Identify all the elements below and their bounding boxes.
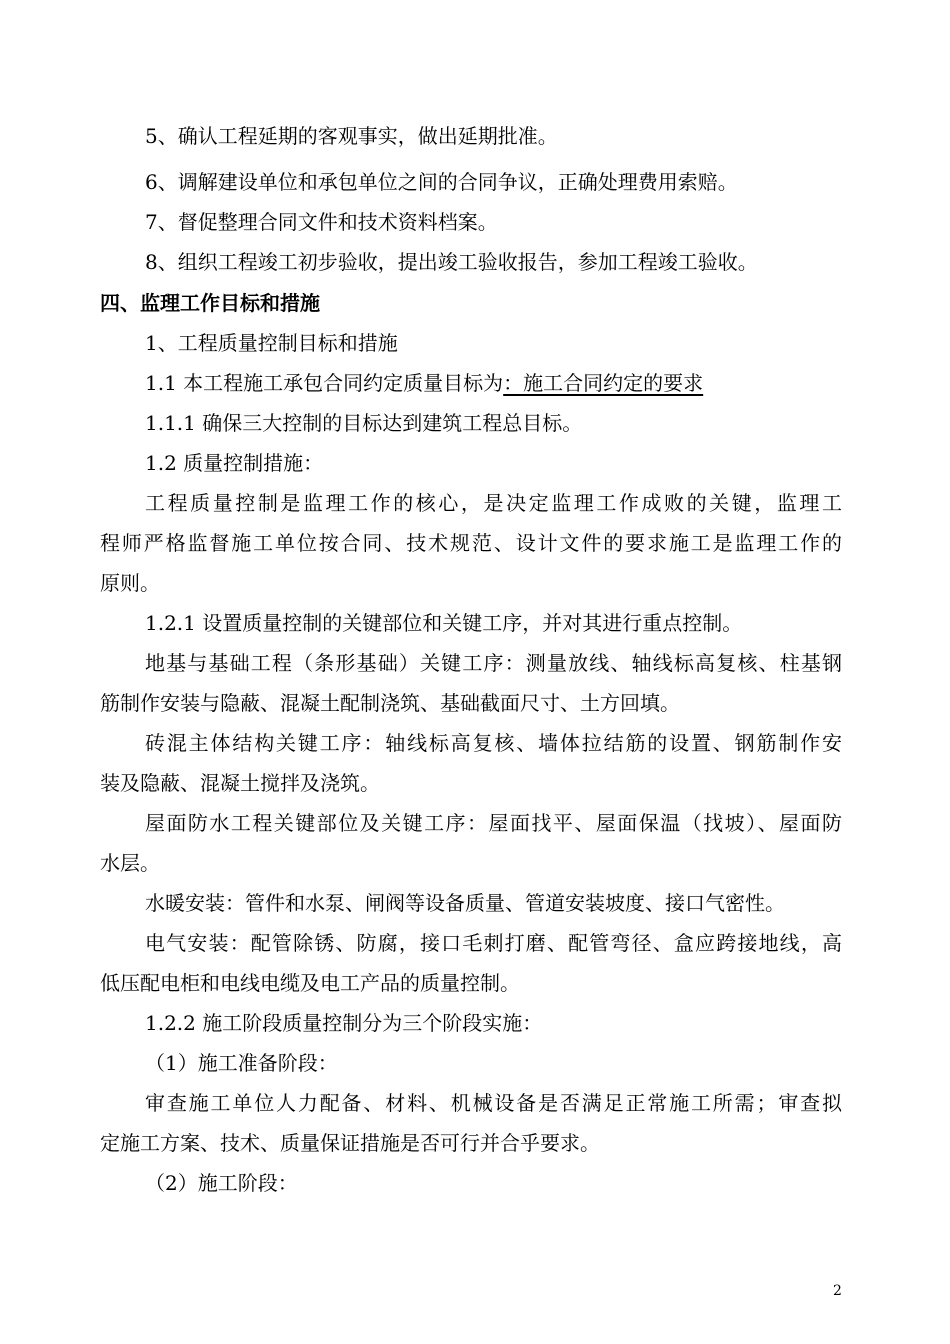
paragraph-line: 筋制作安装与隐蔽、混凝土配制浇筑、基础截面尺寸、土方回填。: [100, 691, 680, 715]
text-line: 5、确认工程延期的客观事实，做出延期批准。: [145, 124, 558, 148]
paragraph-line: 水层。: [100, 851, 160, 875]
quality-target-label: 1.1 本工程施工承包合同约定质量目标为: [145, 371, 504, 395]
subsection-heading: 1、工程质量控制目标和措施: [145, 331, 398, 355]
paragraph-line: 审查施工单位人力配备、材料、机械设备是否满足正常施工所需；审查拟: [145, 1091, 842, 1115]
paragraph-line: 低压配电柜和电线电缆及电工产品的质量控制。: [100, 971, 520, 995]
text-line: 1.1.1 确保三大控制的目标达到建筑工程总目标。: [145, 411, 583, 435]
paragraph-line: 工程质量控制是监理工作的核心，是决定监理工作成败的关键，监理工: [145, 491, 842, 515]
text-line: 1.2 质量控制措施：: [145, 451, 324, 475]
paragraph-line: 定施工方案、技术、质量保证措施是否可行并合乎要求。: [100, 1131, 600, 1155]
text-line: 7、督促整理合同文件和技术资料档案。: [145, 210, 498, 234]
text-line: （2）施工阶段：: [145, 1171, 298, 1195]
text-line: 水暖安装：管件和水泵、闸阀等设备质量、管道安装坡度、接口气密性。: [145, 891, 785, 915]
text-line: 1.2.2 施工阶段质量控制分为三个阶段实施：: [145, 1011, 543, 1035]
paragraph-line: 屋面防水工程关键部位及关键工序：屋面找平、屋面保温（找坡）、屋面防: [145, 811, 842, 835]
paragraph-line: 地基与基础工程（条形基础）关键工序：测量放线、轴线标高复核、柱基钢: [145, 651, 842, 675]
page-number: 2: [833, 1283, 842, 1299]
paragraph-line: 砖混主体结构关键工序：轴线标高复核、墙体拉结筋的设置、钢筋制作安: [145, 731, 842, 755]
text-line: 1.2.1 设置质量控制的关键部位和关键工序，并对其进行重点控制。: [145, 611, 743, 635]
paragraph-line: 电气安装：配管除锈、防腐，接口毛刺打磨、配管弯径、盒应跨接地线，高: [145, 931, 842, 955]
text-line: 6、调解建设单位和承包单位之间的合同争议，正确处理费用索赔。: [145, 170, 738, 194]
section-heading: 四、监理工作目标和措施: [100, 291, 320, 315]
quality-target-value: ：施工合同约定的要求: [503, 371, 704, 395]
text-line: （1）施工准备阶段：: [145, 1051, 338, 1075]
paragraph-line: 程师严格监督施工单位按合同、技术规范、设计文件的要求施工是监理工作的: [100, 531, 842, 555]
text-line: [145, 369, 703, 397]
paragraph-line: 装及隐蔽、混凝土搅拌及浇筑。: [100, 771, 380, 795]
paragraph-line: 原则。: [100, 571, 160, 595]
text-line: 8、组织工程竣工初步验收，提出竣工验收报告，参加工程竣工验收。: [145, 250, 758, 274]
